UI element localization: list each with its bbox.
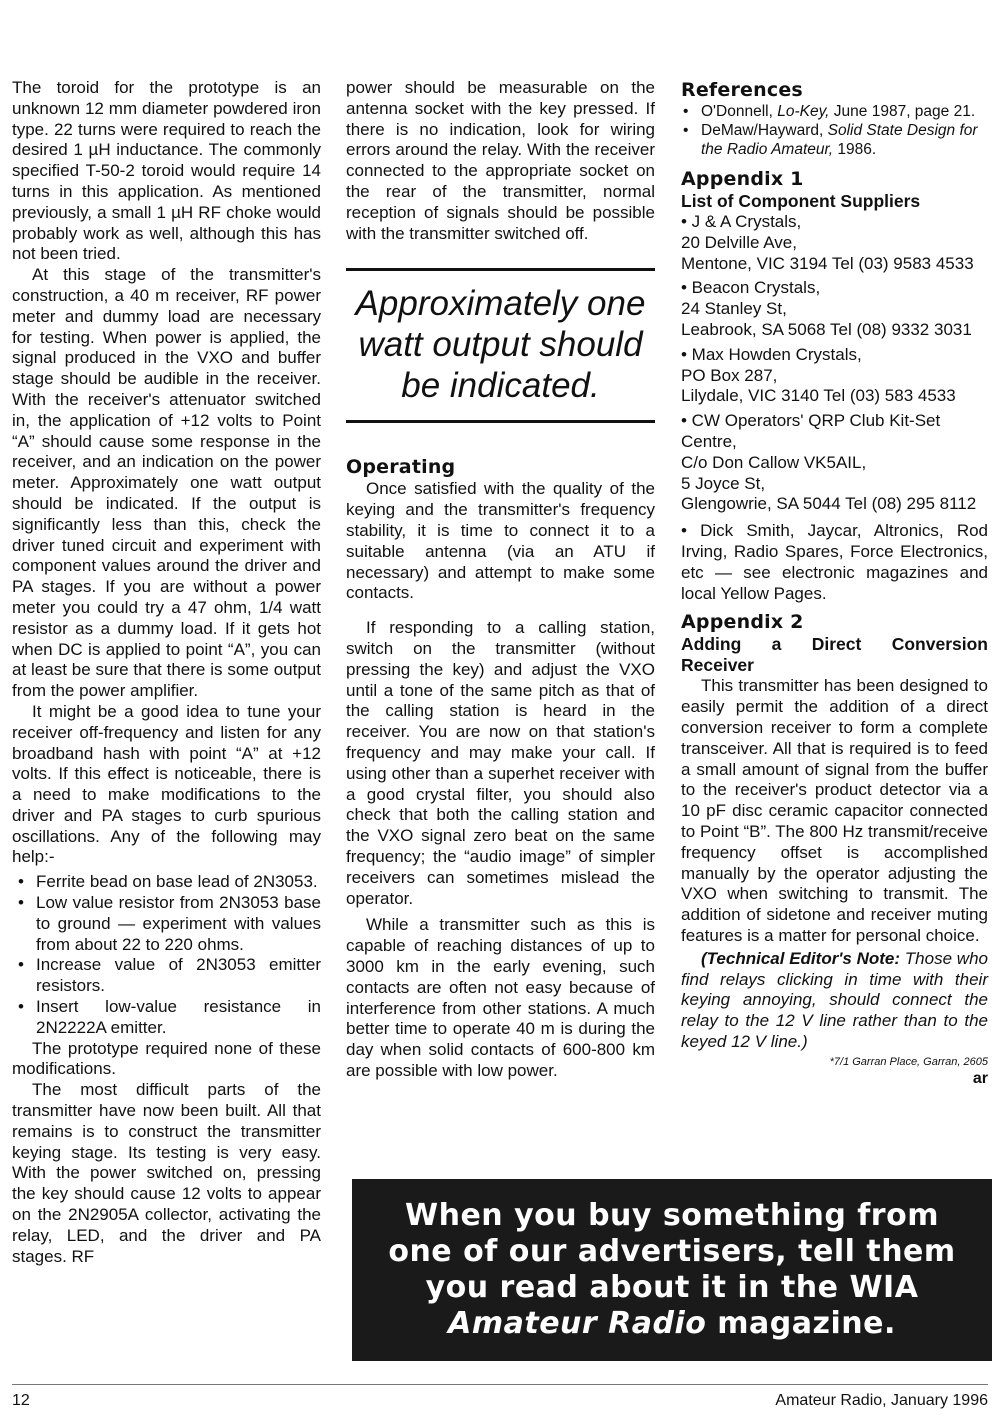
references-list xyxy=(681,102,988,159)
list-item: • Increase value of 2N3053 emitter resistors. xyxy=(12,955,321,997)
body-paragraph: The toroid for the prototype is an unknown 12 mm diameter powdered iron type. 22 turns were required to reach the desired 1 µH inductance. The commonly specified T-50-2 toroid would require 14 turns in this application. As mentioned previously, a small 1 µH RF choke would probably work as well, although this has not been tried. xyxy=(12,78,321,264)
supplier-entry: • Beacon Crystals, 24 Stanley St, Leabrook, SA 5068 Tel (08) 9332 3031 xyxy=(681,278,972,339)
body-paragraph: If responding to a calling station, switch on the transmitter (without pressing the key) and adjust the VXO until a tone of the same pitch as that of the calling station is heard in the receiver. You are now on that station's frequency and may make your call. If using other than a superhet receiver with a good crystal filter, you should also check that both the calling station and the VXO signal zero beat on the same frequency; the “audio image” of simpler receivers can sometimes mislead the operator. xyxy=(346,618,655,908)
body-paragraph: power should be measurable on the antenna socket with the key pressed. If there is no indication, look for wiring errors around the relay. With the receiver connected to the appropriate socket on the rear of the transmitter, normal reception of signals should be possible with the transmitter switched off. xyxy=(346,78,655,243)
body-paragraph: While a transmitter such as this is capable of reaching distances of up to 3000 km in the early evening, such contacts are often not easy because of interference from other stations. A much better time to operate 40 m is during the day when solid contacts of 600-800 km are possible with low power. xyxy=(346,915,655,1080)
banner-line: you read about it in the WIA xyxy=(425,1270,919,1305)
footer-divider xyxy=(12,1384,988,1385)
supplier-entry: • Dick Smith, Jaycar, Altronics, Rod Irving, Radio Spares, Force Electronics, etc — see electronic magazines and local Yellow Pages. xyxy=(681,521,988,603)
sign-off: ar xyxy=(972,1069,988,1087)
section-heading-appendix-2: Appendix 2 xyxy=(681,611,804,634)
list-item: • Insert low-value resistance in 2N2222A emitter. xyxy=(12,997,321,1039)
subheading-direct-conversion: Adding a Direct Conversion xyxy=(681,634,988,655)
author-address: *7/1 Garran Place, Garran, 2605 xyxy=(829,1055,988,1068)
banner-line: When you buy something from xyxy=(405,1198,939,1233)
reference-item: • O'Donnell, Lo-Key, June 1987, page 21. xyxy=(681,102,988,121)
subheading-suppliers: List of Component Suppliers xyxy=(681,191,921,211)
supplier-entry: • Max Howden Crystals, PO Box 287, Lilydale, VIC 3140 Tel (03) 583 4533 xyxy=(681,344,956,406)
section-heading-operating: Operating xyxy=(346,456,456,479)
list-item: • Ferrite bead on base lead of 2N3053. xyxy=(12,872,321,893)
supplier-entry: • CW Operators' QRP Club Kit-Set Centre, C/o Don Callow VK5AIL, 5 Joyce St, Glengowrie, SA 5044 Tel (08) 295 8112 xyxy=(681,411,977,514)
body-paragraph: The prototype required none of these modifications. xyxy=(12,1038,321,1079)
list-item: • Low value resistor from 2N3053 base to ground — experiment with values from about 22 to 220 ohms. xyxy=(12,893,321,955)
body-paragraph: Once satisfied with the quality of the keying and the transmitter's frequency stability, it is time to connect it to a suitable antenna (via an ATU if necessary) and attempt to make some contacts. xyxy=(346,479,655,603)
subheading-receiver: Receiver xyxy=(681,655,754,676)
section-heading-appendix-1: Appendix 1 xyxy=(681,168,804,190)
body-paragraph: This transmitter has been designed to easily permit the addition of a direct conversion receiver to form a complete transceiver. All that is required is to feed a small amount of signal from the buffer to the receiver's product detector via a 10 pF disc ceramic capacitor connected to Point “B”. The 800 Hz transmit/receive frequency offset is accomplished manually by the operator adjusting the VXO when switching to transmit. The addition of sidetone and receiver muting features is a matter for personal choice. xyxy=(681,676,988,945)
pull-quote: Approximately one watt output should be indicated. xyxy=(346,268,655,423)
issue-label: Amateur Radio, January 1996 xyxy=(775,1392,988,1409)
column-middle xyxy=(346,78,655,1082)
advertiser-banner xyxy=(352,1179,992,1361)
body-paragraph: The most difficult parts of the transmitter have now been built. All that remains is to construct the transmitter keying stage. Its testing is very easy. With the power switched on, pressing the key should cause 12 volts to appear on the 2N2905A collector, activating the relay, LED, and the driver and PA stages. RF xyxy=(12,1080,321,1266)
page-number: 12 xyxy=(12,1392,30,1409)
column-right xyxy=(681,78,988,1089)
banner-line: one of our advertisers, tell them xyxy=(388,1234,956,1269)
supplier-entry: • J & A Crystals, 20 Delville Ave, Mentone, VIC 3194 Tel (03) 9583 4533 xyxy=(681,212,974,273)
column-left xyxy=(12,78,321,1267)
section-heading-references: References xyxy=(681,79,803,101)
banner-line: Amateur Radio magazine. xyxy=(448,1306,896,1341)
reference-item: • DeMaw/Hayward, Solid State Design for the Radio Amateur, 1986. xyxy=(681,121,988,159)
body-paragraph: It might be a good idea to tune your receiver off-frequency and listen for any broadband hash with point “A” at +12 volts. If this effect is noticeable, there is a need to make modifications to the driver and PA stages to curb spurious oscillations. Any of the following may help:- xyxy=(12,701,321,867)
editor-note: (Technical Editor's Note: Those who find relays clicking in time with their keying annoying, should connect the relay to the 12 V line rather than to the keyed 12 V line.) xyxy=(681,948,988,1051)
modification-list xyxy=(12,872,321,1038)
body-paragraph: At this stage of the transmitter's construction, a 40 m receiver, RF power meter and dummy load are necessary for testing. When power is applied, the signal produced in the VXO and buffer stage should be audible in the receiver. With the receiver's attenuator switched in, the application of +12 volts to Point “A” should cause some response in the receiver, and an indication on the power meter. Approximately one watt output should be indicated. If the output is significantly less than this, check the driver tuned circuit and experiment with component values around the driver and PA stages. If you are without a power meter you could try a 47 ohm, 1/4 watt resistor as a dummy load. If it gets hot when DC is applied to point “A”, you can at least be sure that there is some output from the power amplifier. xyxy=(12,265,321,701)
